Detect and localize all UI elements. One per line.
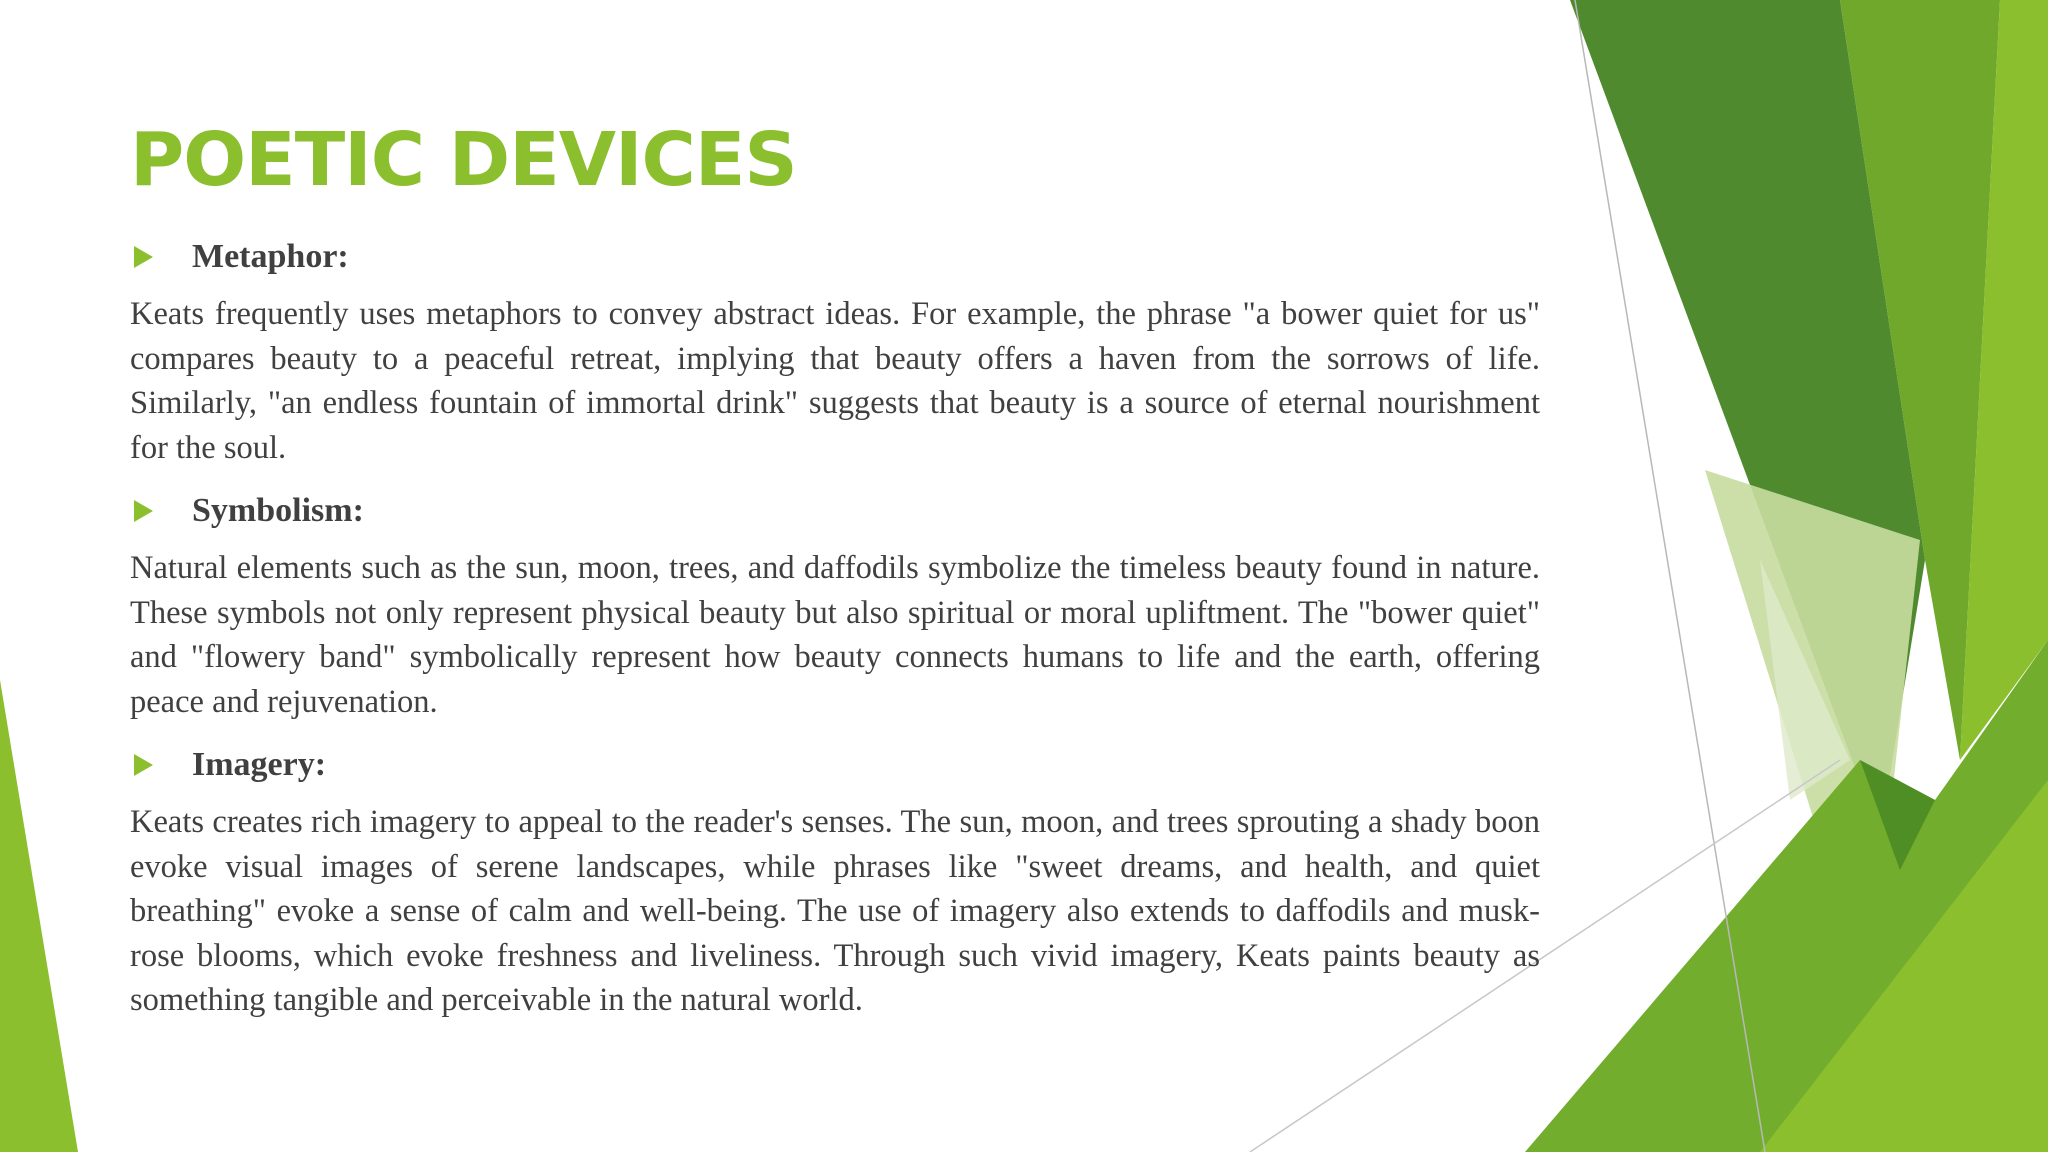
section-heading [130, 742, 1540, 788]
section-imagery [130, 742, 1540, 1023]
heading-text: Symbolism: [192, 492, 364, 529]
triangle-bullet-icon [134, 246, 153, 268]
heading-text: Metaphor: [192, 238, 349, 275]
section-symbolism [130, 488, 1540, 724]
section-body: Keats creates rich imagery to appeal to the reader's senses. The sun, moon, and trees sprouting a shady boon evoke visual images of serene landscapes, while phrases like "sweet dreams, and health, and quiet breathing" evoke a sense of calm and well-being. The use of imagery also extends to daffodils and musk-rose blooms, which evoke freshness and liveliness. Through such vivid imagery, Keats paints beauty as something tangible and perceivable in the natural world. [130, 804, 1540, 1018]
triangle-bullet-icon [134, 754, 153, 776]
slide-content [130, 112, 1540, 1041]
triangle-bullet-icon [134, 500, 153, 522]
section-body: Natural elements such as the sun, moon, trees, and daffodils symbolize the timeless beauty found in nature. These symbols not only represent physical beauty but also spiritual or moral upliftment. The "bower quiet" and "flowery band" symbolically represent how beauty connects humans to life and the earth, offering peace and rejuvenation. [130, 550, 1540, 720]
section-heading [130, 488, 1540, 534]
heading-text: Imagery: [192, 746, 327, 783]
section-body: Keats frequently uses metaphors to convey abstract ideas. For example, the phrase "a bower quiet for us" compares beauty to a peaceful retreat, implying that beauty offers a haven from the sorrows of life. Similarly, "an endless fountain of immortal drink" suggests that beauty is a source of eternal nourishment for the soul. [130, 296, 1540, 466]
left-green-sliver [0, 680, 78, 1152]
section-metaphor [130, 234, 1540, 470]
slide-title: POETIC DEVICES [130, 117, 797, 203]
section-heading [130, 234, 1540, 280]
